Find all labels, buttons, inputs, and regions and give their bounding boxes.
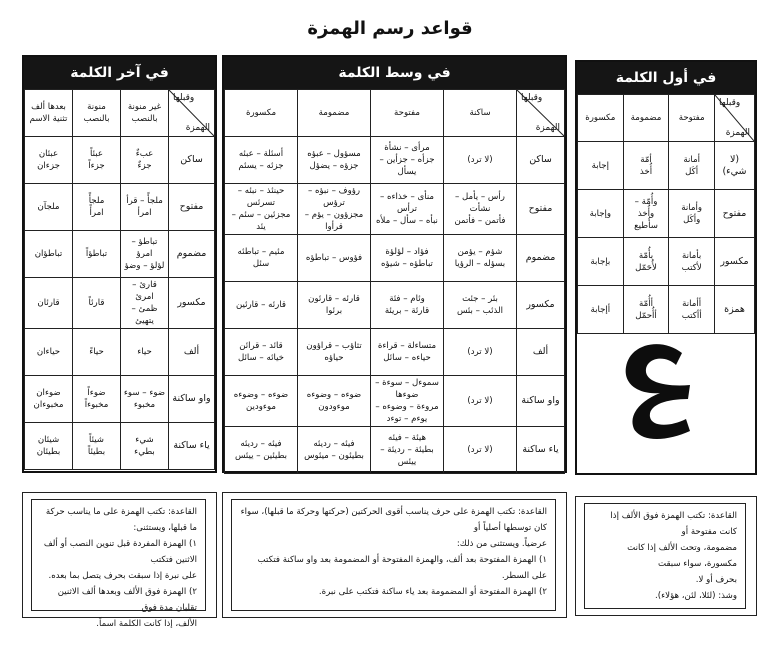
table-cell: ضوءاً مخبوءاً [73, 376, 121, 423]
table-cell: هيئة – فيئه بطيئة – ردیئة – ییئس [371, 427, 444, 474]
table-row [25, 231, 215, 278]
table-cell: سموءل – سوءة – ضوءها مروءة – وضوءه – يوءم – توءد [371, 376, 444, 427]
table-row [578, 142, 755, 190]
row-header: ألف [169, 329, 215, 376]
table-row [578, 190, 755, 238]
table-row [25, 137, 215, 184]
table-cell: أمّة أُخذ [623, 142, 669, 190]
table-cell: (لا ترد) [444, 376, 517, 427]
table-cell: أمانة أكَل [669, 142, 715, 190]
diag-header: الهمزة وقبلها [169, 90, 215, 137]
col-header: مضمومة [298, 90, 371, 137]
row-header: ياء ساكنة [169, 423, 215, 470]
rule-line: عرضياً. ويستثنى من ذلك: [456, 539, 547, 549]
table-row [225, 376, 565, 427]
table-cell: حياءً [73, 329, 121, 376]
row-header: ساكن [517, 137, 565, 184]
panel-middle-of-word [222, 55, 567, 473]
row-header: ياء ساكنة [517, 427, 565, 474]
rule-line: القاعدة: تكتب الهمزة على ما يناسب حركة ما قبلها، ويستثنى: [45, 507, 197, 533]
col-header: بعدها ألف تثنية الاسم [25, 90, 73, 137]
table-cell: شيئان بطيئان [25, 423, 73, 470]
table-cell: قارئه – قارئون برئوا [298, 282, 371, 329]
table-cell: بئر – جئت الذئب – بئس [444, 282, 517, 329]
table-cell: ضوءه – وضوءه موءودين [225, 376, 298, 427]
middle-table [224, 89, 565, 474]
table-row [578, 238, 755, 286]
table-cell: قارئاً [73, 278, 121, 329]
table-cell: قارئه – قارئين [225, 282, 298, 329]
table-cell: فؤوس – تباطؤه [298, 235, 371, 282]
page-title: قواعد رسم الهمزة [307, 18, 473, 39]
table-cell: حينئذ – نبئه – تسرئس مجزئين – سئم – يئد [225, 184, 298, 235]
table-cell: تباطؤان [25, 231, 73, 278]
table-row [25, 184, 215, 231]
col-header: غير منونة بالنصب [121, 90, 169, 137]
row-header: مكسور [169, 278, 215, 329]
table-cell: حياءان [25, 329, 73, 376]
table-cell: عبءٌ جزءٌ [121, 137, 169, 184]
row-header: مكسور [517, 282, 565, 329]
table-cell: أسئلة – عبئه جزئه – يسئم [225, 137, 298, 184]
table-cell: شؤم – يؤمن بسؤله – الرؤيا [444, 235, 517, 282]
row-header: مفتوح [715, 190, 755, 238]
table-row [25, 329, 215, 376]
rule-line: ٢) الهمزة فوق الألف وبعدها ألف الاثنين تقلبان مدة فوق [57, 587, 197, 613]
table-cell: شيئاً بطيئاً [73, 423, 121, 470]
table-cell: وأُمّة – وأُخذ سأُطيع [623, 190, 669, 238]
table-row [225, 282, 565, 329]
col-header: مفتوحة [371, 90, 444, 137]
table-cell: تباطؤ – امرؤ لؤلؤ – وضؤ [121, 231, 169, 278]
table-cell: فیئه – ردیئه بطیئین – ییئس [225, 427, 298, 474]
row-header: (لا شيء) [715, 142, 755, 190]
table-cell: تثاؤب – قراؤون حياؤه [298, 329, 371, 376]
diag-header: الهمزة وقبلها [715, 95, 755, 142]
table-cell: وإجابة [578, 190, 624, 238]
table-cell: رؤوف – نبؤه – ترؤس مجزؤون – يؤم – قرأوا [298, 184, 371, 235]
row-header: مكسور [715, 238, 755, 286]
table-cell: وئام – فئة قارئة – بريئة [371, 282, 444, 329]
table-cell: ضوء – سوء مخبوء [121, 376, 169, 423]
table-cell: عبئان جزءان [25, 137, 73, 184]
panel-middle-header: في وسط الكلمة [224, 57, 565, 89]
table-cell: إجابة [578, 142, 624, 190]
row-header: مفتوح [169, 184, 215, 231]
rule-line: ١) الهمزة المفتوحة بعد ألف، والهمزة المفتوحة أو المضمومة بعد واو ساكنة فتكتب على السطر. [257, 555, 547, 581]
rule-line: القاعدة: تكتب الهمزة على حرف يناسب أقوى الحركتين (حركتها وحركة ما قبلها)، سواء كان توسطها أصلياً أو [240, 507, 547, 533]
table-cell: بإجابة [578, 238, 624, 286]
row-header: ألف [517, 329, 565, 376]
table-cell: متساءلة – قراءة حياءه – سائل [371, 329, 444, 376]
table-cell: رأس – يأمل – نشأت فأتمن – فأتمن [444, 184, 517, 235]
table-row [25, 376, 215, 423]
table-cell: (لا ترد) [444, 329, 517, 376]
col-header: مضمومة [623, 95, 669, 142]
rule-line: على نبرة إذا سبقت بحرف يتصل بما بعده. [48, 571, 197, 581]
row-header: همزة [715, 286, 755, 334]
rule-line: بحرف أو لا. [695, 575, 737, 585]
rule-line: الألف، إذا كانت الكلمة اسماً. [96, 619, 197, 629]
table-cell: شيء بطيء [121, 423, 169, 470]
rule-line: ١) الهمزة المفردة قبل تنوين النصب أو ألف الاثنين فتكتب [43, 539, 197, 565]
col-header: ساكنة [444, 90, 517, 137]
col-header: مكسورة [578, 95, 624, 142]
table-cell: منأى – خذاءه – ترأس نبأه – سأل – ملأه [371, 184, 444, 235]
hamza-symbol-icon [610, 335, 710, 445]
table-cell: أأمانة أأكتب [669, 286, 715, 334]
table-row [578, 286, 755, 334]
table-cell: فیئه – ردیئه بطیئون – میئوس [298, 427, 371, 474]
rule-line: وشذ: (لئلا، لئن، هؤلاء). [655, 591, 737, 601]
table-cell: مرأى – نشأة جزأه – جزأين – يسأل [371, 137, 444, 184]
table-cell: (لا ترد) [444, 137, 517, 184]
rule-line: مضمومة، وتحت الألف إذا كانت مكسورة، سواء سبقت [627, 543, 737, 569]
rule-middle-of-word [222, 492, 567, 618]
panel-first-header: في أول الكلمة [577, 62, 755, 94]
table-cell: بأُمّة لأُحَمّل [623, 238, 669, 286]
table-row [225, 427, 565, 474]
table-cell: عبئاً جزءاً [73, 137, 121, 184]
last-table [24, 89, 215, 470]
rule-first-of-word [575, 496, 757, 616]
rule-last-of-word [22, 492, 217, 629]
panel-last-of-word [22, 55, 217, 473]
table-cell: مئيم – تباطئه سئل [225, 235, 298, 282]
row-header: مفتوح [517, 184, 565, 235]
table-cell: بأمانة لأكتب [669, 238, 715, 286]
col-header: مفتوحة [669, 95, 715, 142]
table-cell: ضوءه – وضوءه موءودون [298, 376, 371, 427]
panel-last-header: في آخر الكلمة [24, 57, 215, 89]
table-cell: ملجآن [25, 184, 73, 231]
table-row [25, 278, 215, 329]
table-cell: مسؤول – عبؤه جزؤه – يضؤل [298, 137, 371, 184]
table-cell: (لا ترد) [444, 427, 517, 474]
table-cell: وأمانة وأكَل [669, 190, 715, 238]
row-header: واو ساكنة [169, 376, 215, 423]
table-cell: أأُمّة أأُحمّل [623, 286, 669, 334]
rule-line: ٢) الهمزة المفتوحة أو المضمومة بعد ياء ساكنة فتكتب على نبرة. [318, 587, 547, 597]
table-cell: قائد – قرائن خيائه – سائل [225, 329, 298, 376]
table-cell: تباطؤاً [73, 231, 121, 278]
row-header: ساكن [169, 137, 215, 184]
table-row [225, 329, 565, 376]
table-row [225, 137, 565, 184]
table-cell: قارئ – امرئ ظمئ – يتهيئ [121, 278, 169, 329]
row-header: واو ساكنة [517, 376, 565, 427]
table-cell: ضوءان مخبوءان [25, 376, 73, 423]
table-cell: ملجأً – قرأ امرأ [121, 184, 169, 231]
diag-header: الهمزة وقبلها [517, 90, 565, 137]
first-table [577, 94, 755, 334]
col-header: مكسورة [225, 90, 298, 137]
table-cell: حياء [121, 329, 169, 376]
table-row [25, 423, 215, 470]
table-cell: قارئان [25, 278, 73, 329]
row-header: مضموم [517, 235, 565, 282]
table-row [225, 184, 565, 235]
col-header: منونة بالنصب [73, 90, 121, 137]
rule-line: القاعدة: تكتب الهمزة فوق الألف إذا كانت مفتوحة أو [610, 511, 737, 537]
table-cell: أإجابة [578, 286, 624, 334]
table-cell: فؤاد – لؤلؤة تباطؤه – شيؤه [371, 235, 444, 282]
row-header: مضموم [169, 231, 215, 278]
table-row [225, 235, 565, 282]
table-cell: ملجأً امرأً [73, 184, 121, 231]
